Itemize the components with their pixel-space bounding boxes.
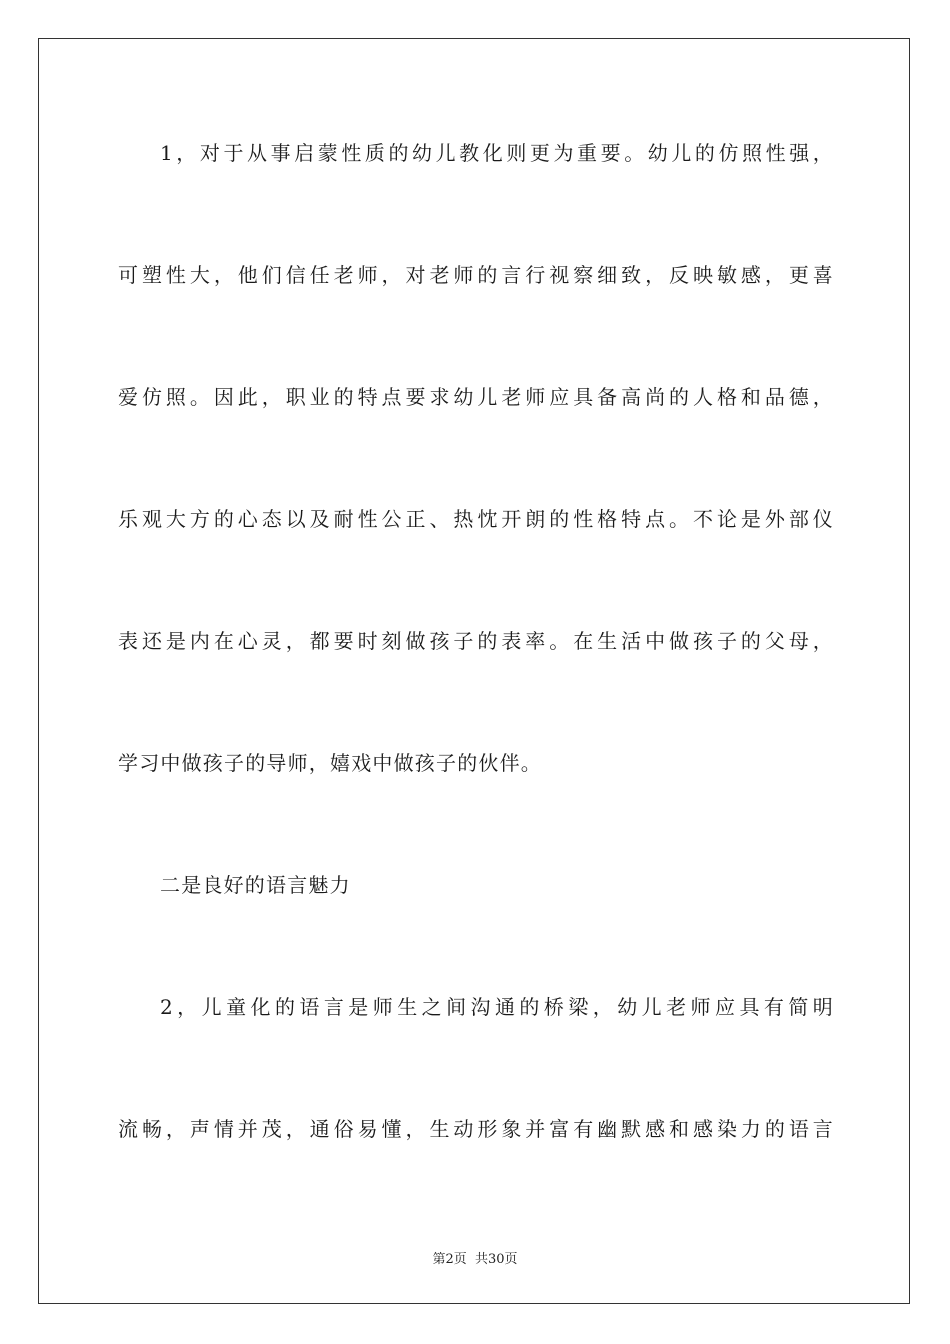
text-line: 学习中做孩子的导师，嬉戏中做孩子的伙伴。: [118, 751, 542, 775]
text-line: 2，儿童化的语言是师生之间沟通的桥梁，幼儿老师应具有简明: [160, 995, 834, 1019]
current-page-label: 第2页: [432, 1252, 467, 1267]
text-line: 可塑性大，他们信任老师，对老师的言行视察细致，反映敏感，更喜: [118, 263, 834, 287]
page-footer: [0, 1248, 950, 1267]
text-line: 乐观大方的心态以及耐性公正、热忱开朗的性格特点。不论是外部仪: [118, 507, 834, 531]
text-line: 爱仿照。因此，职业的特点要求幼儿老师应具备高尚的人格和品德，: [118, 385, 834, 409]
text-line: 表还是内在心灵，都要时刻做孩子的表率。在生活中做孩子的父母，: [118, 629, 834, 653]
total-pages-label: 共30页: [474, 1252, 518, 1267]
section-heading: 二是良好的语言魅力: [160, 873, 351, 897]
text-line: 流畅，声情并茂，通俗易懂，生动形象并富有幽默感和感染力的语言: [118, 1117, 834, 1141]
text-line: 1，对于从事启蒙性质的幼儿教化则更为重要。幼儿的仿照性强，: [160, 141, 834, 165]
page-border: [38, 38, 910, 1304]
